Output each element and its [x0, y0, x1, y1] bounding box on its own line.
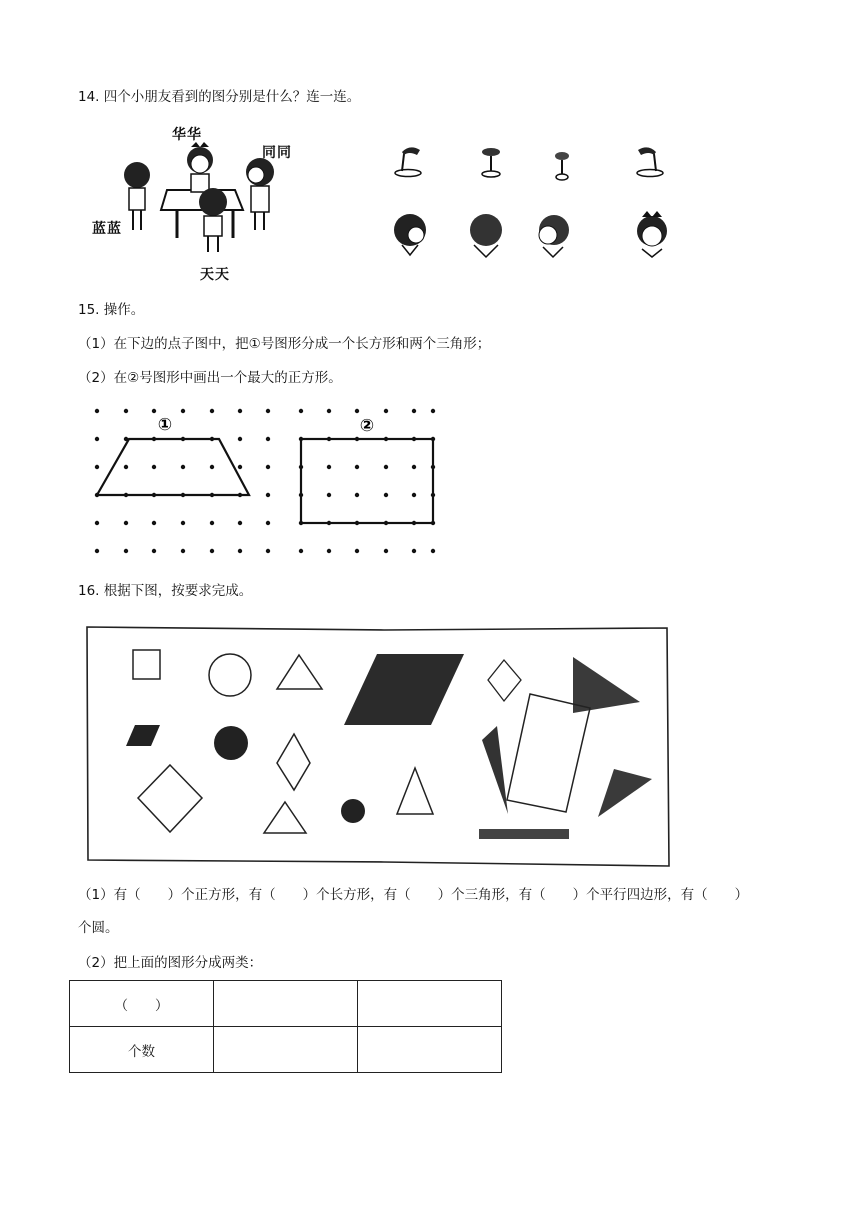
grid-dot: [181, 409, 185, 413]
grid-dot: [124, 521, 128, 525]
triangle-dark-tall: [482, 726, 508, 814]
q15-title: 15. 操作。: [78, 302, 145, 318]
grid-dot: [95, 549, 99, 553]
grid-dot: [327, 465, 331, 469]
grid-dot: [210, 409, 214, 413]
grid-dot: [384, 549, 388, 553]
count-answer-cell-2[interactable]: [358, 1027, 502, 1073]
child-name-right: 同同: [262, 145, 292, 161]
table-row: [70, 981, 502, 1027]
child-name-left: 蓝蓝: [92, 221, 122, 237]
count-answer-cell-1[interactable]: [214, 1027, 358, 1073]
grid-dot: [327, 493, 331, 497]
grid-dot: [431, 549, 435, 553]
triangle-2: [264, 802, 306, 833]
child-name-top: 华华: [172, 127, 202, 143]
grid-dot: [124, 549, 128, 553]
grid-dot: [95, 465, 99, 469]
lamp-view-2: [482, 148, 500, 177]
trapezoid-figure-1: [97, 439, 249, 495]
grid-dot: [124, 465, 128, 469]
parallelogram-small: [126, 725, 160, 746]
circle-small-dark: [341, 799, 365, 823]
grid-dot: [384, 493, 388, 497]
child-name-bottom: 天天: [200, 267, 230, 283]
child-view-4: [637, 211, 667, 257]
grid-dot: [355, 409, 359, 413]
figure-1-label: ①: [157, 415, 173, 435]
circle-dark: [214, 726, 248, 760]
grid-dot: [266, 521, 270, 525]
category-answer-cell-2[interactable]: [358, 981, 502, 1027]
rectangle-thin-dark: [479, 829, 569, 839]
classification-table: [69, 980, 502, 1073]
square-small: [133, 650, 160, 679]
child-view-2: [470, 214, 502, 257]
triangle-dark-2: [598, 769, 652, 817]
count-label-cell: 个数: [70, 1027, 214, 1073]
grid-dot: [95, 521, 99, 525]
q15-sub2: （2）在②号图形中画出一个最大的正方形。: [78, 370, 342, 386]
grid-dot: [238, 409, 242, 413]
q16-sub1-line1: （1）有（ ）个正方形，有（ ）个长方形，有（ ）个三角形，有（ ）个平行四边形，有（ ）: [78, 887, 749, 903]
lamp-view-1: [395, 147, 421, 176]
grid-dot: [210, 549, 214, 553]
triangle-1: [277, 655, 322, 689]
lamp-view-4: [637, 147, 663, 176]
category-label-cell: （ ）: [70, 981, 214, 1027]
grid-dot: [412, 409, 416, 413]
grid-dot: [412, 549, 416, 553]
lamp-view-3: [555, 152, 569, 180]
grid-dot: [266, 465, 270, 469]
parallelogram-large: [344, 654, 464, 725]
grid-dot: [238, 465, 242, 469]
q14-title: 14. 四个小朋友看到的图分别是什么？连一连。: [78, 89, 361, 105]
grid-dot: [384, 409, 388, 413]
grid-dot: [152, 465, 156, 469]
grid-dot: [152, 521, 156, 525]
grid-dot: [95, 437, 99, 441]
rectangle-figure-2: [301, 439, 433, 523]
grid-dot: [299, 549, 303, 553]
figure-2-label: ②: [359, 416, 375, 436]
grid-dot: [266, 409, 270, 413]
dot-grid-figure: [88, 400, 448, 565]
triangle-3: [397, 768, 433, 814]
grid-dot: [181, 549, 185, 553]
grid-dot: [299, 409, 303, 413]
grid-dot: [238, 521, 242, 525]
q16-sub1-line2: 个圆。: [78, 920, 119, 936]
q16-sub2: （2）把上面的图形分成两类：: [78, 955, 263, 971]
triangle-dark-1: [573, 657, 640, 713]
grid-dot: [266, 549, 270, 553]
grid-dot: [266, 493, 270, 497]
shapes-figure: [84, 622, 674, 870]
grid-dot: [431, 409, 435, 413]
grid-dot: [152, 409, 156, 413]
grid-dot: [210, 521, 214, 525]
category-answer-cell-1[interactable]: [214, 981, 358, 1027]
grid-dot: [412, 465, 416, 469]
table-row: [70, 1027, 502, 1073]
grid-dot: [355, 493, 359, 497]
grid-dot: [412, 493, 416, 497]
grid-dot: [124, 409, 128, 413]
rhombus-medium: [277, 734, 310, 790]
grid-dot: [238, 437, 242, 441]
q15-sub1: （1）在下边的点子图中，把①号图形分成一个长方形和两个三角形；: [78, 336, 491, 352]
lamp-views-row: [388, 140, 678, 190]
grid-dot: [181, 521, 185, 525]
child-views-row: [388, 205, 678, 260]
grid-dot: [210, 465, 214, 469]
grid-dot: [327, 549, 331, 553]
child-view-1: [394, 214, 426, 255]
square-rotated: [138, 765, 202, 832]
grid-dot: [355, 465, 359, 469]
grid-dot: [238, 549, 242, 553]
grid-dot: [327, 409, 331, 413]
grid-dot: [152, 549, 156, 553]
circle-large: [209, 654, 251, 696]
q16-title: 16. 根据下图，按要求完成。: [78, 583, 253, 599]
child-view-3: [539, 215, 569, 257]
rhombus-small: [488, 660, 521, 701]
grid-dot: [266, 437, 270, 441]
grid-dot: [355, 549, 359, 553]
grid-dot: [181, 465, 185, 469]
grid-dot: [95, 409, 99, 413]
grid-dot: [384, 465, 388, 469]
